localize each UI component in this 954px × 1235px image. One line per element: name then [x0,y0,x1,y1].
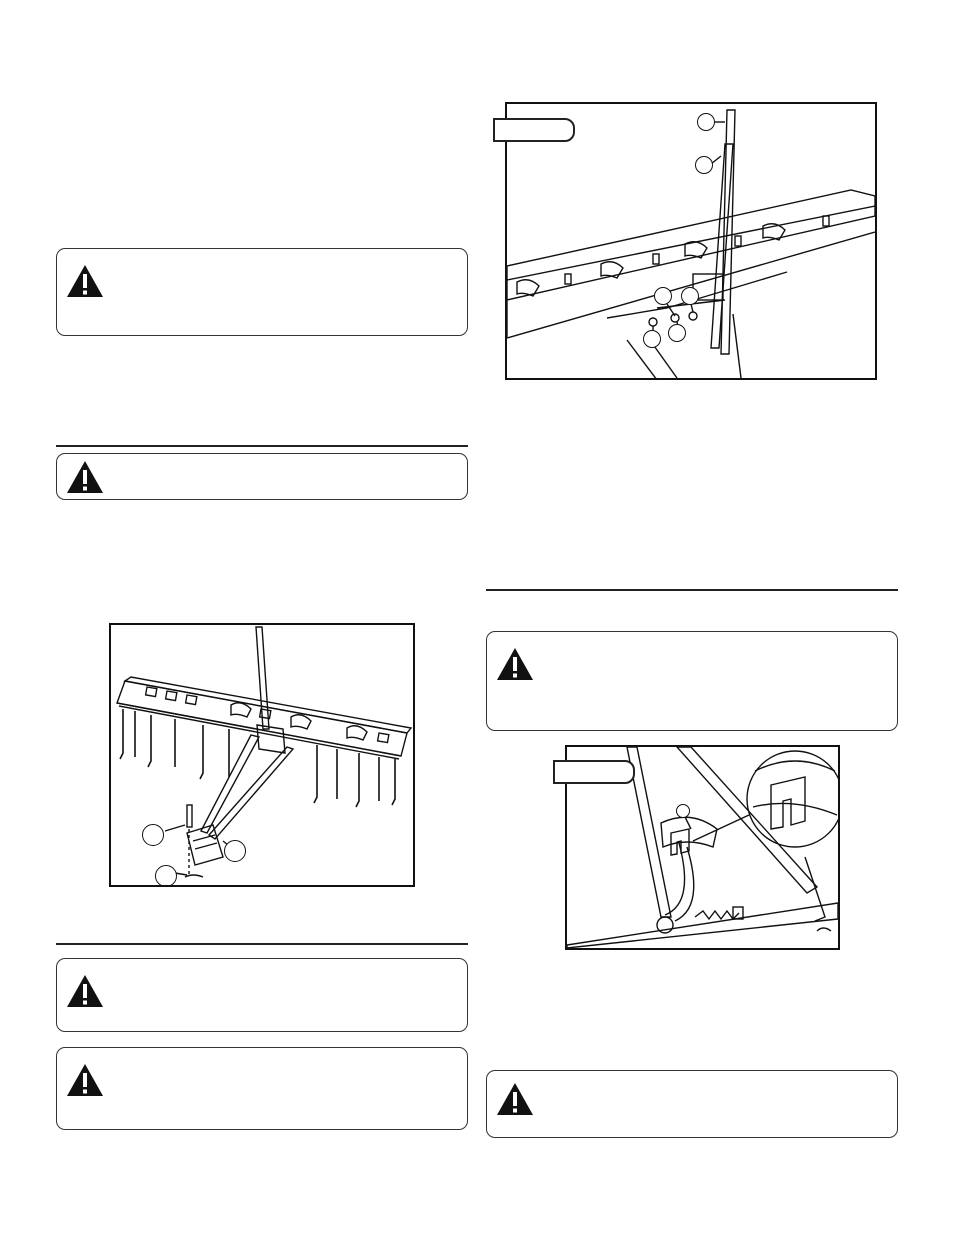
callout-4 [681,287,699,305]
aerator-hitch-illustration [111,625,413,885]
callout-3 [654,287,672,305]
callout-2 [224,840,246,862]
figure-tag [553,760,635,784]
warning-triangle-icon [495,646,535,682]
figure-frame-handle [505,102,877,380]
frame-handle-illustration [507,104,875,378]
warning-box-3 [56,958,468,1032]
warning-box-1 [56,248,468,336]
callout-3 [155,865,177,887]
warning-triangle-icon [65,263,105,299]
section-rule [486,589,898,591]
callout-5 [643,330,661,348]
callout-1 [676,804,690,818]
section-rule [56,943,468,945]
warning-triangle-icon [65,459,105,495]
warning-box-2 [56,453,468,500]
figure-aerator-hitch [109,623,415,887]
warning-triangle-icon [495,1081,535,1117]
warning-triangle-icon [65,1062,105,1098]
callout-1 [697,113,715,131]
section-rule [56,445,468,447]
warning-box-6 [486,1070,898,1138]
callout-6 [668,324,686,342]
warning-box-4 [56,1047,468,1130]
callout-2 [695,156,713,174]
warning-triangle-icon [65,973,105,1009]
callout-1 [142,824,164,846]
figure-tag [493,118,575,142]
warning-box-5 [486,631,898,731]
